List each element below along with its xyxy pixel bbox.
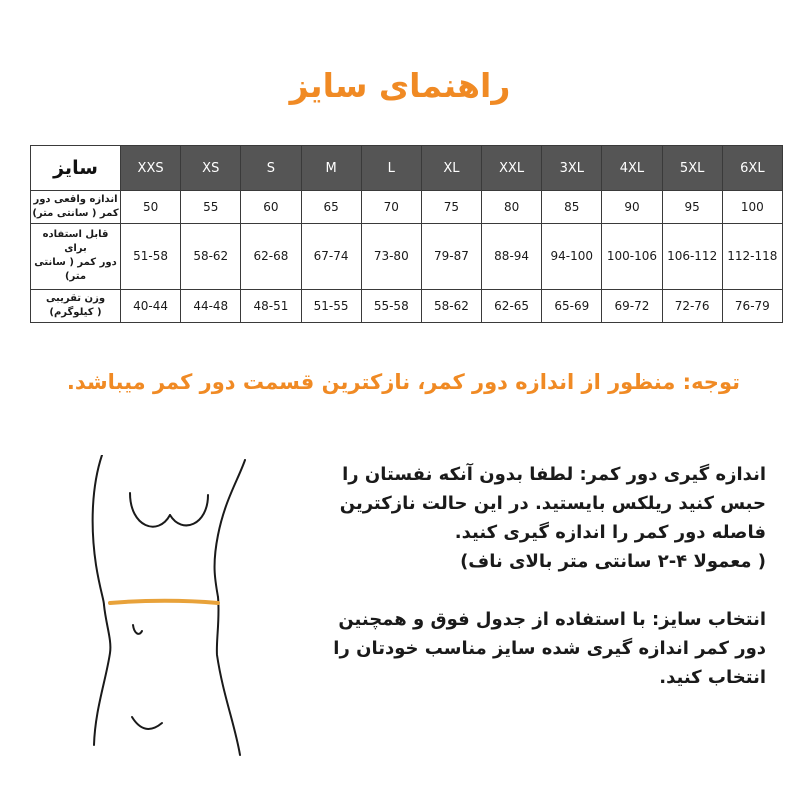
table-cell: 50 <box>121 191 181 224</box>
table-cell: 80 <box>482 191 542 224</box>
table-cell: 40-44 <box>121 289 181 322</box>
row-label-usable-waist: قابل استفاده برای دور کمر ( سانتی متر) <box>31 224 121 289</box>
table-cell: 51-58 <box>121 224 181 289</box>
table-cell: 58-62 <box>181 224 241 289</box>
table-cell: 100-106 <box>602 224 662 289</box>
table-cell: 76-79 <box>722 289 782 322</box>
table-cell: 69-72 <box>602 289 662 322</box>
size-label: XXS <box>121 146 181 191</box>
spacer <box>318 576 766 605</box>
table-cell: 51-55 <box>301 289 361 322</box>
size-label: XXL <box>482 146 542 191</box>
table-cell: 62-68 <box>241 224 301 289</box>
table-row <box>31 191 783 224</box>
table-cell: 72-76 <box>662 289 722 322</box>
table-cell: 95 <box>662 191 722 224</box>
waist-note: توجه: منظور از اندازه دور کمر، نازکترین قسمت دور کمر میباشد. <box>66 370 740 394</box>
table-cell: 58-62 <box>421 289 481 322</box>
table-cell: 55 <box>181 191 241 224</box>
measure-instruction-line: فاصله دور کمر را اندازه گیری کنید. <box>454 522 766 543</box>
table-cell: 88-94 <box>482 224 542 289</box>
table-cell: 100 <box>722 191 782 224</box>
torso-waist-outline-icon <box>90 455 270 785</box>
table-cell: 70 <box>361 191 421 224</box>
measure-instruction-line: ( معمولا ۴-۲ سانتی متر بالای ناف) <box>460 551 766 572</box>
table-cell: 55-58 <box>361 289 421 322</box>
table-cell: 90 <box>602 191 662 224</box>
choose-instruction-line: انتخاب کنید. <box>659 667 766 688</box>
instructions <box>318 460 766 692</box>
table-cell: 65-69 <box>542 289 602 322</box>
row-label-weight: وزن تقریبی ( کیلوگرم) <box>31 289 121 322</box>
table-cell: 65 <box>301 191 361 224</box>
measure-instruction-line: حبس کنید ریلکس بایستید. در این حالت نازکترین <box>339 493 766 514</box>
size-label: S <box>241 146 301 191</box>
row-label-actual-waist: اندازه واقعی دور کمر ( سانتی متر) <box>31 191 121 224</box>
size-label: XL <box>421 146 481 191</box>
size-label: XS <box>181 146 241 191</box>
table-cell: 85 <box>542 191 602 224</box>
size-label: M <box>301 146 361 191</box>
table-cell: 79-87 <box>421 224 481 289</box>
table-cell: 106-112 <box>662 224 722 289</box>
table-cell: 67-74 <box>301 224 361 289</box>
table-cell: 94-100 <box>542 224 602 289</box>
size-label: 5XL <box>662 146 722 191</box>
measure-instruction-line: اندازه گیری دور کمر: لطفا بدون آنکه نفستان را <box>342 464 766 485</box>
size-label: L <box>361 146 421 191</box>
size-label: 3XL <box>542 146 602 191</box>
table-cell: 112-118 <box>722 224 782 289</box>
size-label: 6XL <box>722 146 782 191</box>
choose-instruction-line: انتخاب سایز: با استفاده از جدول فوق و همچنین <box>338 609 766 630</box>
table-cell: 75 <box>421 191 481 224</box>
table-cell: 48-51 <box>241 289 301 322</box>
size-table <box>30 145 783 323</box>
choose-instruction-line: دور کمر اندازه گیری شده سایز مناسب خودتان را <box>333 638 766 659</box>
table-row <box>31 289 783 322</box>
table-row <box>31 224 783 289</box>
waist-line <box>110 601 218 603</box>
table-cell: 60 <box>241 191 301 224</box>
table-cell: 44-48 <box>181 289 241 322</box>
size-header-label: سایز <box>31 146 121 191</box>
page-title: راهنمای سایز <box>289 66 511 105</box>
size-header-row <box>31 146 783 191</box>
size-label: 4XL <box>602 146 662 191</box>
table-cell: 73-80 <box>361 224 421 289</box>
table-cell: 62-65 <box>482 289 542 322</box>
